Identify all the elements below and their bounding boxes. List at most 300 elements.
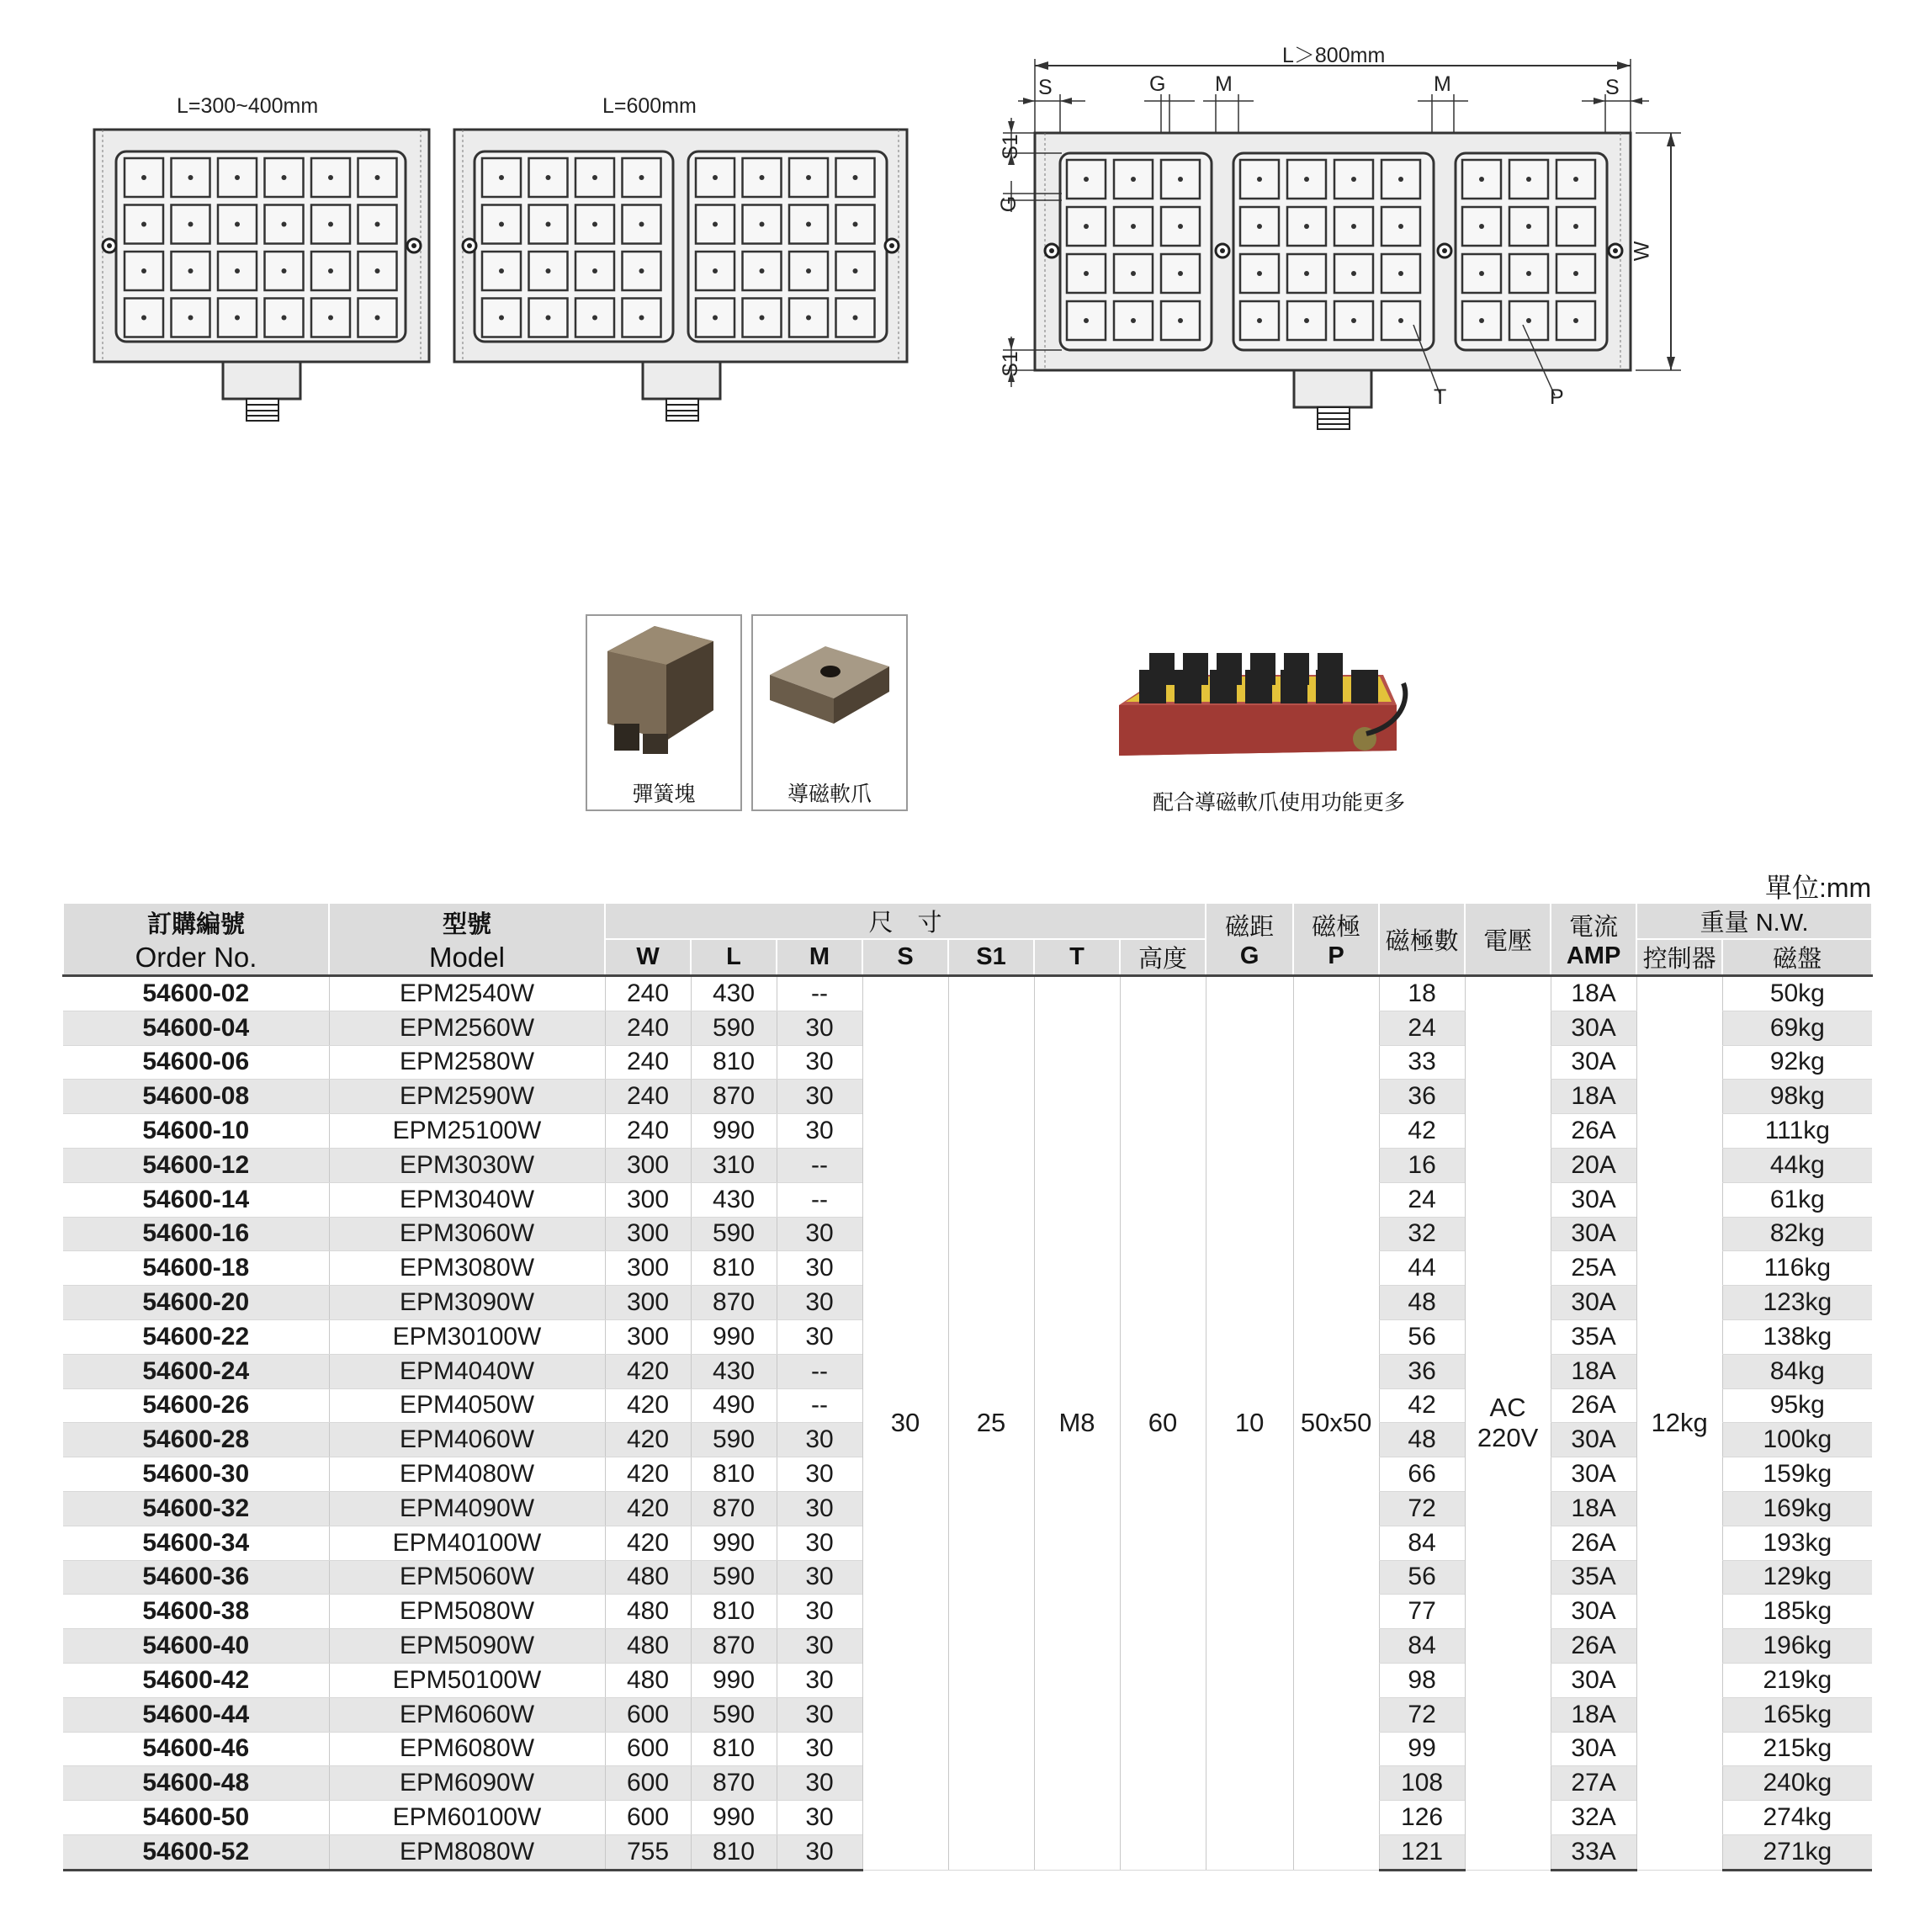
header-height: 高度 — [1120, 939, 1206, 976]
m-cell: 30 — [777, 1217, 862, 1251]
m-cell: 30 — [777, 1697, 862, 1732]
order-no-cell: 54600-42 — [63, 1663, 329, 1697]
pole-hole — [1304, 177, 1309, 182]
header-l: L — [691, 939, 777, 976]
model-cell: EPM4040W — [329, 1354, 605, 1388]
model-cell: EPM3060W — [329, 1217, 605, 1251]
model-cell: EPM50100W — [329, 1663, 605, 1697]
length-cell: 810 — [691, 1834, 777, 1870]
order-no-cell: 54600-18 — [63, 1251, 329, 1286]
order-no-cell: 54600-04 — [63, 1011, 329, 1045]
width-cell: 600 — [605, 1732, 691, 1766]
chuck-weight-cell: 215kg — [1722, 1732, 1872, 1766]
chuck-weight-cell: 129kg — [1722, 1560, 1872, 1595]
pole-hole — [499, 175, 504, 180]
pole-hole — [1257, 271, 1262, 276]
current-cell: 18A — [1551, 1491, 1636, 1526]
pole-hole — [328, 268, 333, 273]
pole-hole — [141, 175, 146, 180]
width-cell: 420 — [605, 1457, 691, 1492]
chuck-weight-cell: 84kg — [1722, 1354, 1872, 1388]
pole-hole — [1178, 177, 1183, 182]
pole-hole — [1084, 271, 1089, 276]
middle-chuck-drawing — [453, 125, 912, 427]
pole-hole — [806, 316, 811, 321]
order-no-cell: 54600-40 — [63, 1629, 329, 1664]
width-cell: 300 — [605, 1182, 691, 1217]
pole-hole — [1304, 224, 1309, 229]
pole-hole — [1526, 271, 1531, 276]
pole-hole — [1479, 318, 1484, 323]
m-cell: 30 — [777, 1663, 862, 1697]
header-model: 型號 Model — [329, 904, 605, 976]
pole-count-cell: 126 — [1379, 1801, 1465, 1835]
order-no-cell: 54600-16 — [63, 1217, 329, 1251]
m-cell: 30 — [777, 1045, 862, 1080]
pole-hole — [592, 268, 597, 273]
order-no-cell: 54600-34 — [63, 1526, 329, 1560]
length-cell: 810 — [691, 1595, 777, 1629]
width-cell: 420 — [605, 1491, 691, 1526]
order-no-cell: 54600-30 — [63, 1457, 329, 1492]
pole-hole — [592, 316, 597, 321]
pole-hole — [1131, 318, 1136, 323]
pole-hole — [282, 175, 287, 180]
pole-hole — [639, 222, 644, 227]
pole-hole — [375, 268, 380, 273]
pole-hole — [141, 222, 146, 227]
pole-hole — [1398, 224, 1403, 229]
right-chuck-dimension-drawing — [993, 34, 1700, 446]
current-cell: 30A — [1551, 1011, 1636, 1045]
spring-block-caption: 彈簧塊 — [632, 783, 696, 806]
model-cell: EPM25100W — [329, 1114, 605, 1149]
header-w: W — [605, 939, 691, 976]
pole-hole — [1257, 224, 1262, 229]
voltage-merged-cell — [1465, 976, 1551, 1871]
chuck-with-jaws-photo — [1114, 624, 1419, 793]
model-cell: EPM2580W — [329, 1045, 605, 1080]
length-cell: 590 — [691, 1697, 777, 1732]
width-cell: 300 — [605, 1217, 691, 1251]
current-cell: 30A — [1551, 1595, 1636, 1629]
m-cell: 30 — [777, 1011, 862, 1045]
pole-count-cell: 42 — [1379, 1388, 1465, 1423]
model-cell: EPM3090W — [329, 1286, 605, 1320]
pole-hole — [546, 222, 551, 227]
pole-hole — [806, 175, 811, 180]
soft-jaw-image — [753, 616, 906, 767]
order-no-cell: 54600-48 — [63, 1766, 329, 1801]
chuck-weight-cell: 219kg — [1722, 1663, 1872, 1697]
pole-hole — [235, 175, 240, 180]
chuck-weight-cell: 274kg — [1722, 1801, 1872, 1835]
pole-hole — [328, 175, 333, 180]
header-voltage: 電壓 — [1465, 904, 1551, 976]
height-merged-cell: 60 — [1120, 976, 1206, 1871]
m-cell: 30 — [777, 1526, 862, 1560]
pole-hole — [1479, 177, 1484, 182]
pole-hole — [592, 222, 597, 227]
pole-hole — [713, 175, 718, 180]
current-cell: 30A — [1551, 1045, 1636, 1080]
left-chuck-drawing — [93, 125, 438, 427]
pole-hole — [1573, 318, 1578, 323]
length-cell: 310 — [691, 1148, 777, 1182]
order-no-cell: 54600-38 — [63, 1595, 329, 1629]
model-cell: EPM5090W — [329, 1629, 605, 1664]
pole-count-cell: 56 — [1379, 1319, 1465, 1354]
length-cell: 590 — [691, 1560, 777, 1595]
pole-hole — [1131, 224, 1136, 229]
length-cell: 990 — [691, 1526, 777, 1560]
header-size: 尺 寸 — [605, 904, 1206, 939]
controller-weight-merged-cell: 12kg — [1636, 976, 1722, 1871]
length-cell: 870 — [691, 1080, 777, 1114]
current-cell: 26A — [1551, 1114, 1636, 1149]
m-cell: -- — [777, 976, 862, 1011]
pole-hole — [1351, 318, 1356, 323]
length-cell: 990 — [691, 1801, 777, 1835]
pole-count-cell: 24 — [1379, 1182, 1465, 1217]
m-cell: 30 — [777, 1080, 862, 1114]
chuck-weight-cell: 123kg — [1722, 1286, 1872, 1320]
pole-count-cell: 84 — [1379, 1629, 1465, 1664]
soft-jaw-caption: 導磁軟爪 — [787, 783, 872, 806]
pole-hole — [806, 222, 811, 227]
soft-jaw-photo-card — [751, 614, 908, 811]
header-chuck: 磁盤 — [1722, 939, 1872, 976]
dim-label-g: G — [1149, 72, 1166, 96]
pole-hole — [375, 316, 380, 321]
length-cell: 810 — [691, 1732, 777, 1766]
pole-count-cell: 98 — [1379, 1663, 1465, 1697]
chuck-weight-cell: 98kg — [1722, 1080, 1872, 1114]
pole-hole — [1398, 318, 1403, 323]
width-cell: 240 — [605, 1011, 691, 1045]
chuck-weight-cell: 111kg — [1722, 1114, 1872, 1149]
model-cell: EPM40100W — [329, 1526, 605, 1560]
length-cell: 870 — [691, 1286, 777, 1320]
pole-hole — [1573, 224, 1578, 229]
width-cell: 300 — [605, 1148, 691, 1182]
header-s: S — [862, 939, 948, 976]
current-cell: 30A — [1551, 1217, 1636, 1251]
dim-label-g-side: G — [997, 195, 1021, 213]
current-cell: 27A — [1551, 1766, 1636, 1801]
pole-hole — [1351, 224, 1356, 229]
specification-table — [62, 904, 1873, 1871]
width-cell: 240 — [605, 976, 691, 1011]
model-cell: EPM2560W — [329, 1011, 605, 1045]
m-cell: -- — [777, 1388, 862, 1423]
pole-count-cell: 36 — [1379, 1354, 1465, 1388]
pole-hole — [188, 316, 194, 321]
pole-count-cell: 66 — [1379, 1457, 1465, 1492]
pole-hole — [1178, 318, 1183, 323]
s1-merged-cell: 25 — [948, 976, 1034, 1871]
m-cell: 30 — [777, 1491, 862, 1526]
m-cell: 30 — [777, 1286, 862, 1320]
width-cell: 240 — [605, 1045, 691, 1080]
current-cell: 30A — [1551, 1182, 1636, 1217]
pole-hole — [1479, 271, 1484, 276]
pole-hole — [235, 316, 240, 321]
pole-hole — [282, 268, 287, 273]
current-cell: 18A — [1551, 1080, 1636, 1114]
chuck-weight-cell: 193kg — [1722, 1526, 1872, 1560]
pole-count-cell: 44 — [1379, 1251, 1465, 1286]
model-cell: EPM2590W — [329, 1080, 605, 1114]
header-current: 電流 AMP — [1551, 904, 1636, 976]
pole-hole — [546, 316, 551, 321]
model-cell: EPM4060W — [329, 1423, 605, 1457]
voltage-line-1: AC — [1489, 1393, 1526, 1423]
length-cell: 590 — [691, 1423, 777, 1457]
width-cell: 420 — [605, 1354, 691, 1388]
model-cell: EPM5080W — [329, 1595, 605, 1629]
length-cell: 430 — [691, 1354, 777, 1388]
header-pitch: 磁距 G — [1206, 904, 1293, 976]
pole-hole — [853, 316, 858, 321]
pole-count-cell: 48 — [1379, 1286, 1465, 1320]
chuck-weight-cell: 159kg — [1722, 1457, 1872, 1492]
length-cell: 990 — [691, 1663, 777, 1697]
width-cell: 420 — [605, 1423, 691, 1457]
pole-hole — [1573, 177, 1578, 182]
pole-hole — [592, 175, 597, 180]
current-cell: 18A — [1551, 1354, 1636, 1388]
m-cell: 30 — [777, 1560, 862, 1595]
m-cell: 30 — [777, 1319, 862, 1354]
length-cell: 430 — [691, 1182, 777, 1217]
model-cell: EPM30100W — [329, 1319, 605, 1354]
pole-count-cell: 24 — [1379, 1011, 1465, 1045]
pole-count-cell: 42 — [1379, 1114, 1465, 1149]
length-cell: 990 — [691, 1319, 777, 1354]
table-row — [63, 976, 1872, 1011]
model-cell: EPM3080W — [329, 1251, 605, 1286]
width-cell: 420 — [605, 1526, 691, 1560]
order-no-cell: 54600-32 — [63, 1491, 329, 1526]
width-cell: 480 — [605, 1663, 691, 1697]
pole-hole — [1084, 318, 1089, 323]
current-cell: 18A — [1551, 976, 1636, 1011]
unit-label: 單位:mm — [1765, 873, 1872, 903]
length-cell: 990 — [691, 1114, 777, 1149]
model-cell: EPM4090W — [329, 1491, 605, 1526]
current-cell: 32A — [1551, 1801, 1636, 1835]
length-cell: 430 — [691, 976, 777, 1011]
pole-hole — [328, 222, 333, 227]
chuck-weight-cell: 82kg — [1722, 1217, 1872, 1251]
pole-count-cell: 32 — [1379, 1217, 1465, 1251]
order-no-cell: 54600-46 — [63, 1732, 329, 1766]
model-cell: EPM8080W — [329, 1834, 605, 1870]
m-cell: 30 — [777, 1766, 862, 1801]
pole-hole — [375, 222, 380, 227]
pole-hole — [235, 222, 240, 227]
current-cell: 30A — [1551, 1457, 1636, 1492]
current-cell: 26A — [1551, 1526, 1636, 1560]
pole-hole — [1351, 177, 1356, 182]
pole-count-cell: 56 — [1379, 1560, 1465, 1595]
pole-hole — [639, 316, 644, 321]
current-cell: 20A — [1551, 1148, 1636, 1182]
m-cell: -- — [777, 1182, 862, 1217]
chuck-weight-cell: 185kg — [1722, 1595, 1872, 1629]
pole-hole — [1304, 271, 1309, 276]
pole-hole — [1351, 271, 1356, 276]
pole-hole — [499, 268, 504, 273]
header-pole-count: 磁極數 — [1379, 904, 1465, 976]
pole-count-cell: 72 — [1379, 1697, 1465, 1732]
pole-hole — [1178, 271, 1183, 276]
pole-hole — [141, 316, 146, 321]
pole-hole — [1131, 271, 1136, 276]
pole-count-cell: 77 — [1379, 1595, 1465, 1629]
chuck-weight-cell: 44kg — [1722, 1148, 1872, 1182]
order-no-cell: 54600-14 — [63, 1182, 329, 1217]
order-no-cell: 54600-12 — [63, 1148, 329, 1182]
current-cell: 26A — [1551, 1388, 1636, 1423]
chuck-weight-cell: 116kg — [1722, 1251, 1872, 1286]
t-merged-cell: M8 — [1034, 976, 1120, 1871]
chuck-weight-cell: 95kg — [1722, 1388, 1872, 1423]
length-cell: 490 — [691, 1388, 777, 1423]
order-no-cell: 54600-52 — [63, 1834, 329, 1870]
pole-hole — [1398, 177, 1403, 182]
m-cell: 30 — [777, 1251, 862, 1286]
header-t: T — [1034, 939, 1120, 976]
pole-hole — [1526, 177, 1531, 182]
chuck-photo-caption: 配合導磁軟爪使用功能更多 — [1152, 791, 1405, 815]
pole-hole — [1257, 177, 1262, 182]
model-cell: EPM5060W — [329, 1560, 605, 1595]
header-order-no: 訂購編號 Order No. — [63, 904, 329, 976]
pole-hole — [546, 268, 551, 273]
pole-hole — [375, 175, 380, 180]
current-cell: 26A — [1551, 1629, 1636, 1664]
dim-label-s1-top: S1 — [998, 134, 1022, 160]
pole-hole — [1573, 271, 1578, 276]
current-cell: 25A — [1551, 1251, 1636, 1286]
model-cell: EPM2540W — [329, 976, 605, 1011]
length-cell: 590 — [691, 1217, 777, 1251]
order-no-cell: 54600-22 — [63, 1319, 329, 1354]
chuck-weight-cell: 61kg — [1722, 1182, 1872, 1217]
order-no-cell: 54600-08 — [63, 1080, 329, 1114]
order-no-cell: 54600-28 — [63, 1423, 329, 1457]
pole-count-cell: 18 — [1379, 976, 1465, 1011]
pole-hole — [1526, 318, 1531, 323]
pole-hole — [806, 268, 811, 273]
voltage-line-2: 220V — [1477, 1423, 1539, 1453]
width-cell: 480 — [605, 1629, 691, 1664]
left-drawing-length-label: L=300~400mm — [177, 94, 319, 118]
m-cell: 30 — [777, 1732, 862, 1766]
chuck-weight-cell: 165kg — [1722, 1697, 1872, 1732]
length-cell: 870 — [691, 1766, 777, 1801]
pole-hole — [499, 222, 504, 227]
pole-count-cell: 72 — [1379, 1491, 1465, 1526]
pole-hole — [1178, 224, 1183, 229]
model-cell: EPM4080W — [329, 1457, 605, 1492]
chuck-weight-cell: 92kg — [1722, 1045, 1872, 1080]
length-cell: 810 — [691, 1045, 777, 1080]
model-cell: EPM6060W — [329, 1697, 605, 1732]
pole-hole — [713, 222, 718, 227]
pole-hole — [282, 316, 287, 321]
width-cell: 240 — [605, 1080, 691, 1114]
model-cell: EPM3030W — [329, 1148, 605, 1182]
pole-count-cell: 33 — [1379, 1045, 1465, 1080]
m-cell: 30 — [777, 1629, 862, 1664]
width-cell: 600 — [605, 1697, 691, 1732]
current-cell: 18A — [1551, 1697, 1636, 1732]
pole-hole — [639, 175, 644, 180]
pole-hole — [760, 175, 765, 180]
current-cell: 30A — [1551, 1732, 1636, 1766]
dim-label-w: W — [1630, 241, 1654, 262]
length-cell: 590 — [691, 1011, 777, 1045]
dim-label-m-left: M — [1215, 72, 1233, 96]
width-cell: 300 — [605, 1286, 691, 1320]
model-cell: EPM4050W — [329, 1388, 605, 1423]
length-cell: 810 — [691, 1251, 777, 1286]
pole-hole — [853, 268, 858, 273]
model-cell: EPM3040W — [329, 1182, 605, 1217]
pole-hole — [1257, 318, 1262, 323]
dim-label-s-left: S — [1038, 76, 1053, 99]
m-cell: 30 — [777, 1801, 862, 1835]
order-no-cell: 54600-36 — [63, 1560, 329, 1595]
pole-hole — [499, 316, 504, 321]
chuck-weight-cell: 196kg — [1722, 1629, 1872, 1664]
order-no-cell: 54600-06 — [63, 1045, 329, 1080]
m-cell: 30 — [777, 1834, 862, 1870]
dim-label-t: T — [1434, 385, 1447, 409]
header-weight: 重量 N.W. — [1636, 904, 1872, 939]
width-cell: 300 — [605, 1319, 691, 1354]
order-no-cell: 54600-10 — [63, 1114, 329, 1149]
chuck-weight-cell: 100kg — [1722, 1423, 1872, 1457]
pole-hole — [639, 268, 644, 273]
s-merged-cell: 30 — [862, 976, 948, 1871]
pole-hole — [1304, 318, 1309, 323]
dim-label-p: P — [1550, 385, 1564, 409]
pole-hole — [141, 268, 146, 273]
current-cell: 35A — [1551, 1319, 1636, 1354]
pole-hole — [1526, 224, 1531, 229]
dim-label-m-right: M — [1434, 72, 1451, 96]
dim-label-s1-bottom: S1 — [998, 351, 1022, 377]
pole-count-cell: 84 — [1379, 1526, 1465, 1560]
spring-block-image — [587, 616, 740, 767]
pole-hole — [1398, 271, 1403, 276]
pole-hole — [760, 316, 765, 321]
current-cell: 30A — [1551, 1286, 1636, 1320]
length-cell: 810 — [691, 1457, 777, 1492]
spring-block-photo-card — [586, 614, 742, 811]
pole-hole — [1131, 177, 1136, 182]
pole-count-cell: 99 — [1379, 1732, 1465, 1766]
pole-count-cell: 108 — [1379, 1766, 1465, 1801]
dim-label-s-right: S — [1605, 76, 1620, 99]
pole-hole — [188, 175, 194, 180]
pole-hole — [1479, 224, 1484, 229]
m-cell: 30 — [777, 1423, 862, 1457]
